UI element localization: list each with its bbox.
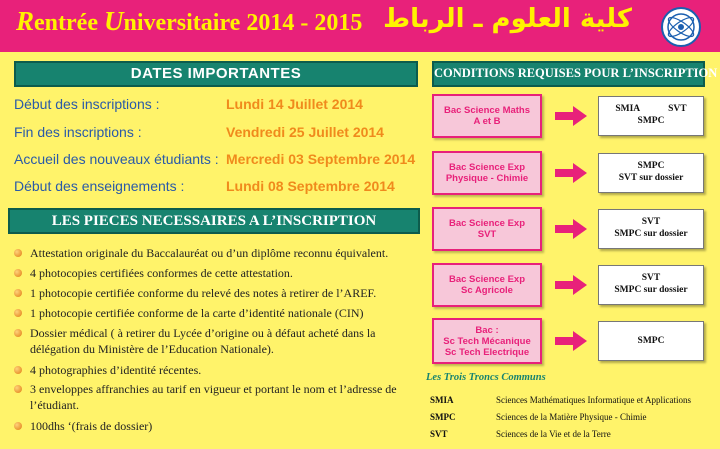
list-item-text: 100dhs ‘(frais de dossier) (30, 419, 153, 433)
tronc-code: SVT (430, 429, 448, 439)
dates-section-heading: DATES IMPORTANTES (14, 61, 418, 87)
date-label: Fin des inscriptions : (14, 124, 142, 140)
bullet-icon (14, 269, 22, 277)
list-item-text: Dossier médical ( à retirer du Lycée d’origine ou à défaut acheté dans la délégation du Ministère de l’Education Nationale). (30, 326, 376, 356)
date-label: Accueil des nouveaux étudiants : (14, 151, 219, 167)
list-item-text: 1 photocopie certifiée conforme du relevé des notes à retirer de l’AREF. (30, 286, 377, 300)
tronc-code: SMPC (430, 412, 456, 422)
list-item (14, 418, 418, 434)
bac-line: Bac Science Exp (448, 162, 526, 173)
result-line: SMPC sur dossier (614, 229, 688, 239)
result-line: SMPC sur dossier (614, 285, 688, 295)
list-item (14, 362, 418, 378)
result-line: SMPC (637, 336, 665, 346)
bac-line: Bac Science Exp (448, 274, 526, 285)
tronc-desc: Sciences Mathématiques Informatique et Applications (496, 395, 691, 405)
bac-box (432, 151, 542, 195)
arrow-right-icon (555, 163, 587, 183)
bac-line: Bac Science Exp (448, 218, 526, 229)
result-line: SMIA SVT (615, 104, 687, 114)
bac-box (432, 94, 542, 138)
bac-line: SVT (477, 229, 497, 240)
list-item (14, 245, 418, 261)
title-part-2: niversitaire 2014 - 2015 (123, 10, 363, 36)
university-emblem-icon (660, 6, 702, 48)
arrow-right-icon (555, 219, 587, 239)
result-box (598, 321, 704, 361)
result-line: SVT (641, 273, 661, 283)
troncs-title: Les Trois Troncs Communs (426, 372, 546, 383)
arabic-title: كلية العلوم ـ الرباط (383, 4, 632, 34)
date-value: Lundi 14 Juillet 2014 (226, 96, 363, 112)
bullet-icon (14, 385, 22, 393)
result-line: SVT sur dossier (618, 173, 684, 183)
pieces-section-heading: LES PIECES NECESSAIRES A L’INSCRIPTION (8, 208, 420, 234)
result-line: SMPC (637, 116, 665, 126)
arrow-right-icon (555, 106, 587, 126)
bac-line: Bac Science Maths (443, 105, 531, 116)
bac-line: Sc Tech Mécanique (443, 335, 531, 347)
bac-box (432, 318, 542, 364)
bac-box (432, 207, 542, 251)
bullet-icon (14, 366, 22, 374)
list-item-text: 1 photocopie certifiée conforme de la carte d’identité nationale (CIN) (30, 306, 364, 320)
result-box (598, 153, 704, 193)
date-label: Début des enseignements : (14, 178, 185, 194)
result-line: SVT (641, 217, 661, 227)
tronc-code: SMIA (430, 395, 454, 405)
bac-line: Sc Tech Electrique (444, 346, 530, 358)
result-line: SMPC (637, 161, 665, 171)
bac-line: Physique - Chimie (445, 173, 529, 184)
result-box (598, 265, 704, 305)
list-item-text: 3 enveloppes affranchies au tarif en vigueur et portant le nom et l’adresse de l’étudiant. (30, 382, 397, 412)
arrow-right-icon (555, 331, 587, 351)
title-initial-r: R (16, 6, 35, 36)
bullet-icon (14, 309, 22, 317)
list-item (14, 265, 418, 281)
bullet-icon (14, 289, 22, 297)
conditions-section-heading: CONDITIONS REQUISES POUR L’INSCRIPTION (432, 61, 705, 87)
title-part-1: entrée (34, 10, 104, 36)
result-box (598, 209, 704, 249)
list-item-text: 4 photocopies certifiées conformes de cette attestation. (30, 266, 293, 280)
list-item (14, 381, 418, 413)
arrow-right-icon (555, 275, 587, 295)
page-title (16, 6, 362, 37)
bac-line: A et B (473, 116, 501, 127)
date-label: Début des inscriptions : (14, 96, 160, 112)
bullet-icon (14, 422, 22, 430)
list-item (14, 285, 418, 301)
date-value: Lundi 08 Septembre 2014 (226, 178, 395, 194)
header-banner (0, 0, 720, 52)
result-box (598, 96, 704, 136)
bac-box (432, 263, 542, 307)
title-initial-u: U (103, 6, 124, 36)
bac-line: Sc Agricole (461, 285, 513, 296)
list-item-text: 4 photographies d’identité récentes. (30, 363, 202, 377)
list-item-text: Attestation originale du Baccalauréat ou d’un diplôme reconnu équivalent. (30, 246, 389, 260)
list-item (14, 325, 418, 357)
date-value: Vendredi 25 Juillet 2014 (226, 124, 384, 140)
bullet-icon (14, 249, 22, 257)
list-item (14, 305, 418, 321)
date-value: Mercredi 03 Septembre 2014 (226, 151, 416, 167)
tronc-desc: Sciences de la Matière Physique - Chimie (496, 412, 647, 422)
tronc-desc: Sciences de la Vie et de la Terre (496, 429, 611, 439)
bullet-icon (14, 329, 22, 337)
bac-line: Bac : (475, 324, 499, 336)
